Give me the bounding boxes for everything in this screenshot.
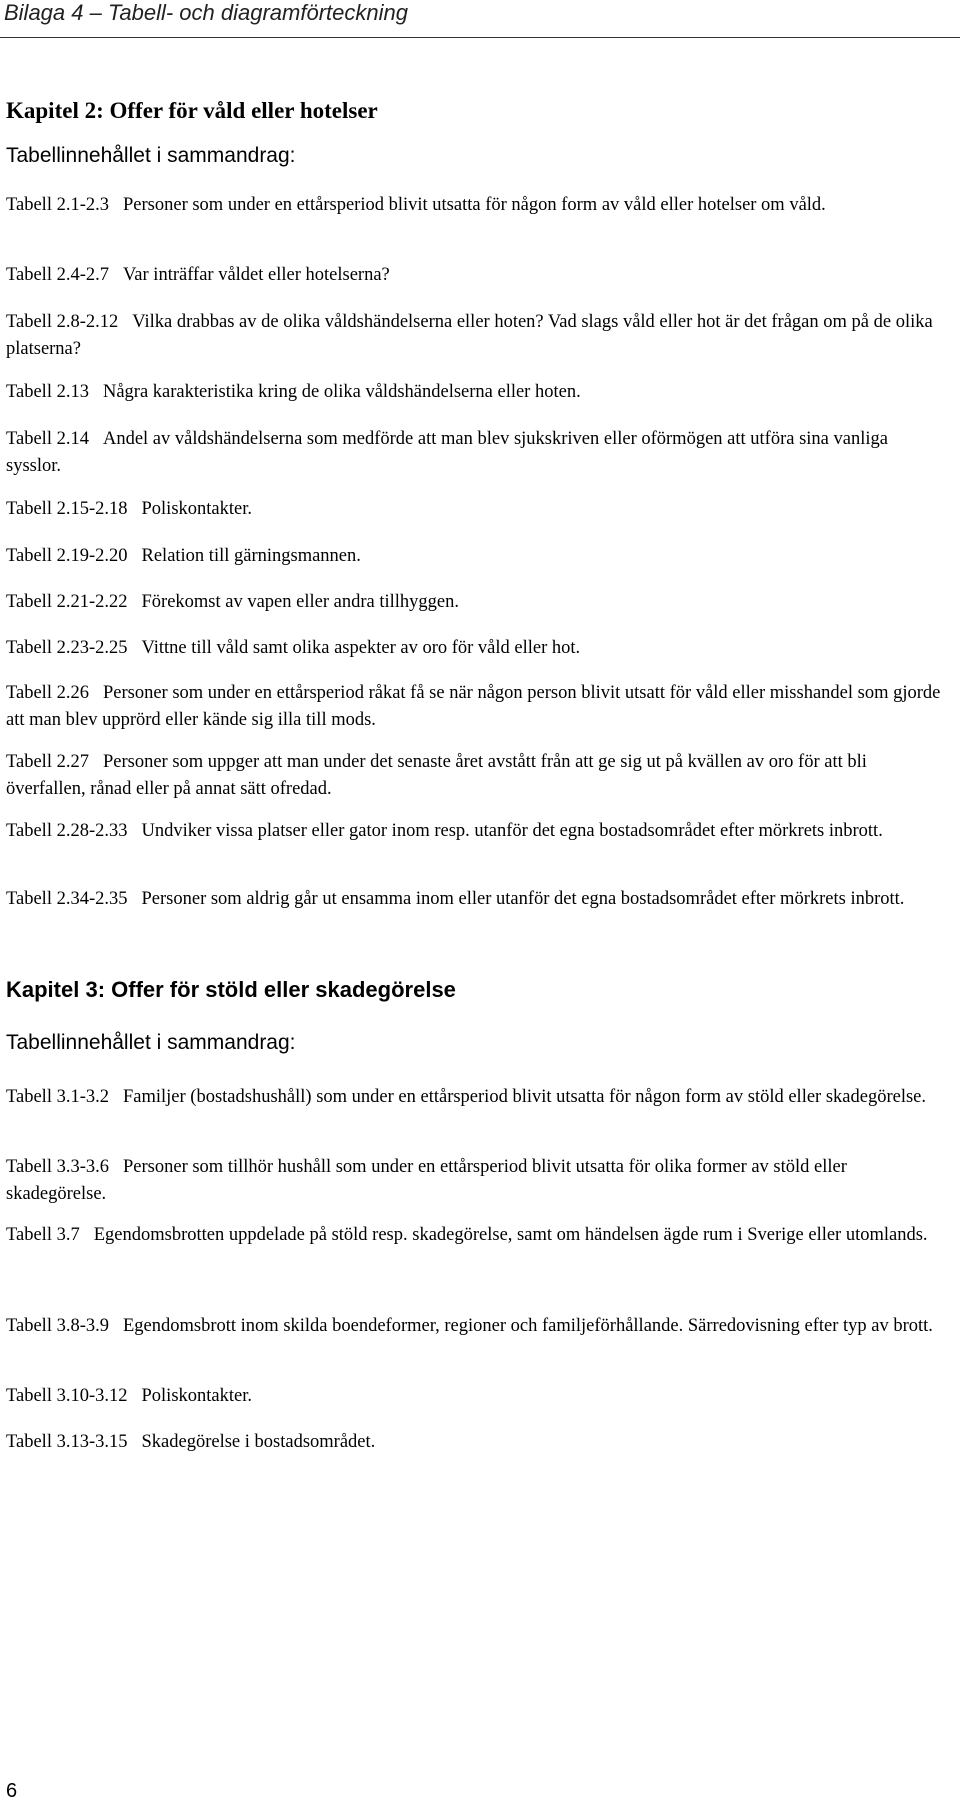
table-entry	[6, 1429, 946, 1456]
table-entry	[6, 1313, 946, 1340]
table-code: Tabell 3.10-3.12	[6, 1386, 128, 1406]
table-code: Tabell 2.34-2.35	[6, 889, 128, 909]
table-description: Familjer (bostadshushåll) som under en ettårsperiod blivit utsatta för någon form av stöld eller skadegörelse.	[123, 1087, 927, 1107]
chapter-2-title: Kapitel 2: Offer för våld eller hotelser	[6, 98, 378, 123]
table-code: Tabell 2.8-2.12	[6, 312, 119, 332]
table-description: Vilka drabbas av de olika våldshändelserna eller hoten? Vad slags våld eller hot är det frågan om på de olika platserna?	[6, 312, 933, 359]
table-description: Personer som aldrig går ut ensamma inom eller utanför det egna bostadsområdet efter mörkrets inbrott.	[141, 889, 905, 909]
table-entry	[6, 496, 946, 523]
table-code: Tabell 2.26	[6, 683, 89, 703]
table-entry	[6, 1084, 946, 1111]
table-entry	[6, 262, 946, 289]
table-entry	[6, 680, 946, 734]
table-entry	[6, 749, 946, 803]
table-code: Tabell 3.7	[6, 1225, 80, 1245]
table-code: Tabell 2.13	[6, 382, 89, 402]
table-description: Poliskontakter.	[141, 499, 252, 519]
table-code: Tabell 2.14	[6, 429, 89, 449]
table-code: Tabell 2.19-2.20	[6, 546, 128, 566]
table-entry	[6, 589, 946, 616]
table-description: Skadegörelse i bostadsområdet.	[141, 1432, 376, 1452]
table-entry	[6, 635, 946, 662]
table-entry	[6, 379, 946, 406]
chapter-2-subtitle: Tabellinnehållet i sammandrag:	[6, 144, 296, 167]
table-code: Tabell 2.28-2.33	[6, 821, 128, 841]
table-description: Vittne till våld samt olika aspekter av oro för våld eller hot.	[141, 638, 581, 658]
page-number: 6	[6, 1780, 18, 1802]
table-code: Tabell 2.21-2.22	[6, 592, 128, 612]
table-description: Egendomsbrott inom skilda boendeformer, regioner och familjeförhållande. Särredovisning efter typ av brott.	[123, 1316, 933, 1336]
table-entry	[6, 1222, 946, 1249]
table-entry	[6, 426, 946, 480]
table-code: Tabell 3.1-3.2	[6, 1087, 109, 1107]
table-entry	[6, 1383, 946, 1410]
chapter-3-subtitle: Tabellinnehållet i sammandrag:	[6, 1031, 296, 1054]
table-description: Personer som under en ettårsperiod blivit utsatta för någon form av våld eller hotelser om våld.	[123, 195, 826, 215]
table-code: Tabell 3.13-3.15	[6, 1432, 128, 1452]
table-code: Tabell 2.4-2.7	[6, 265, 109, 285]
table-description: Relation till gärningsmannen.	[141, 546, 361, 566]
table-entry	[6, 543, 946, 570]
chapter-3-title: Kapitel 3: Offer för stöld eller skadegörelse	[6, 977, 456, 1002]
table-code: Tabell 2.1-2.3	[6, 195, 109, 215]
table-description: Personer som tillhör hushåll som under en ettårsperiod blivit utsatta för olika former av stöld eller skadegörelse.	[6, 1157, 847, 1204]
table-description: Undviker vissa platser eller gator inom resp. utanför det egna bostadsområdet efter mörkrets inbrott.	[141, 821, 883, 841]
table-description: Var inträffar våldet eller hotelserna?	[123, 265, 390, 285]
table-description: Poliskontakter.	[141, 1386, 252, 1406]
table-entry	[6, 309, 946, 363]
table-entry	[6, 1154, 946, 1208]
table-code: Tabell 3.8-3.9	[6, 1316, 109, 1336]
table-entry	[6, 886, 946, 913]
table-entry	[6, 192, 946, 219]
table-code: Tabell 2.15-2.18	[6, 499, 128, 519]
table-description: Egendomsbrotten uppdelade på stöld resp. skadegörelse, samt om händelsen ägde rum i Sverige eller utomlands.	[93, 1225, 928, 1245]
table-description: Personer som under en ettårsperiod råkat få se när någon person blivit utsatt för våld eller misshandel som gjorde att man blev upprörd eller kände sig illa till mods.	[6, 683, 941, 730]
header-rule	[0, 37, 960, 38]
table-description: Andel av våldshändelserna som medförde att man blev sjukskriven eller oförmögen att utföra sina vanliga sysslor.	[6, 429, 888, 476]
table-entry	[6, 818, 946, 845]
table-description: Några karakteristika kring de olika våldshändelserna eller hoten.	[102, 382, 581, 402]
running-header: Bilaga 4 – Tabell- och diagramförteckning	[4, 0, 408, 25]
table-description: Förekomst av vapen eller andra tillhyggen.	[141, 592, 459, 612]
table-description: Personer som uppger att man under det senaste året avstått från att ge sig ut på kvällen av oro för att bli överfallen, rånad eller på annat sätt ofredad.	[6, 752, 867, 799]
table-code: Tabell 3.3-3.6	[6, 1157, 109, 1177]
table-code: Tabell 2.23-2.25	[6, 638, 128, 658]
table-code: Tabell 2.27	[6, 752, 89, 772]
